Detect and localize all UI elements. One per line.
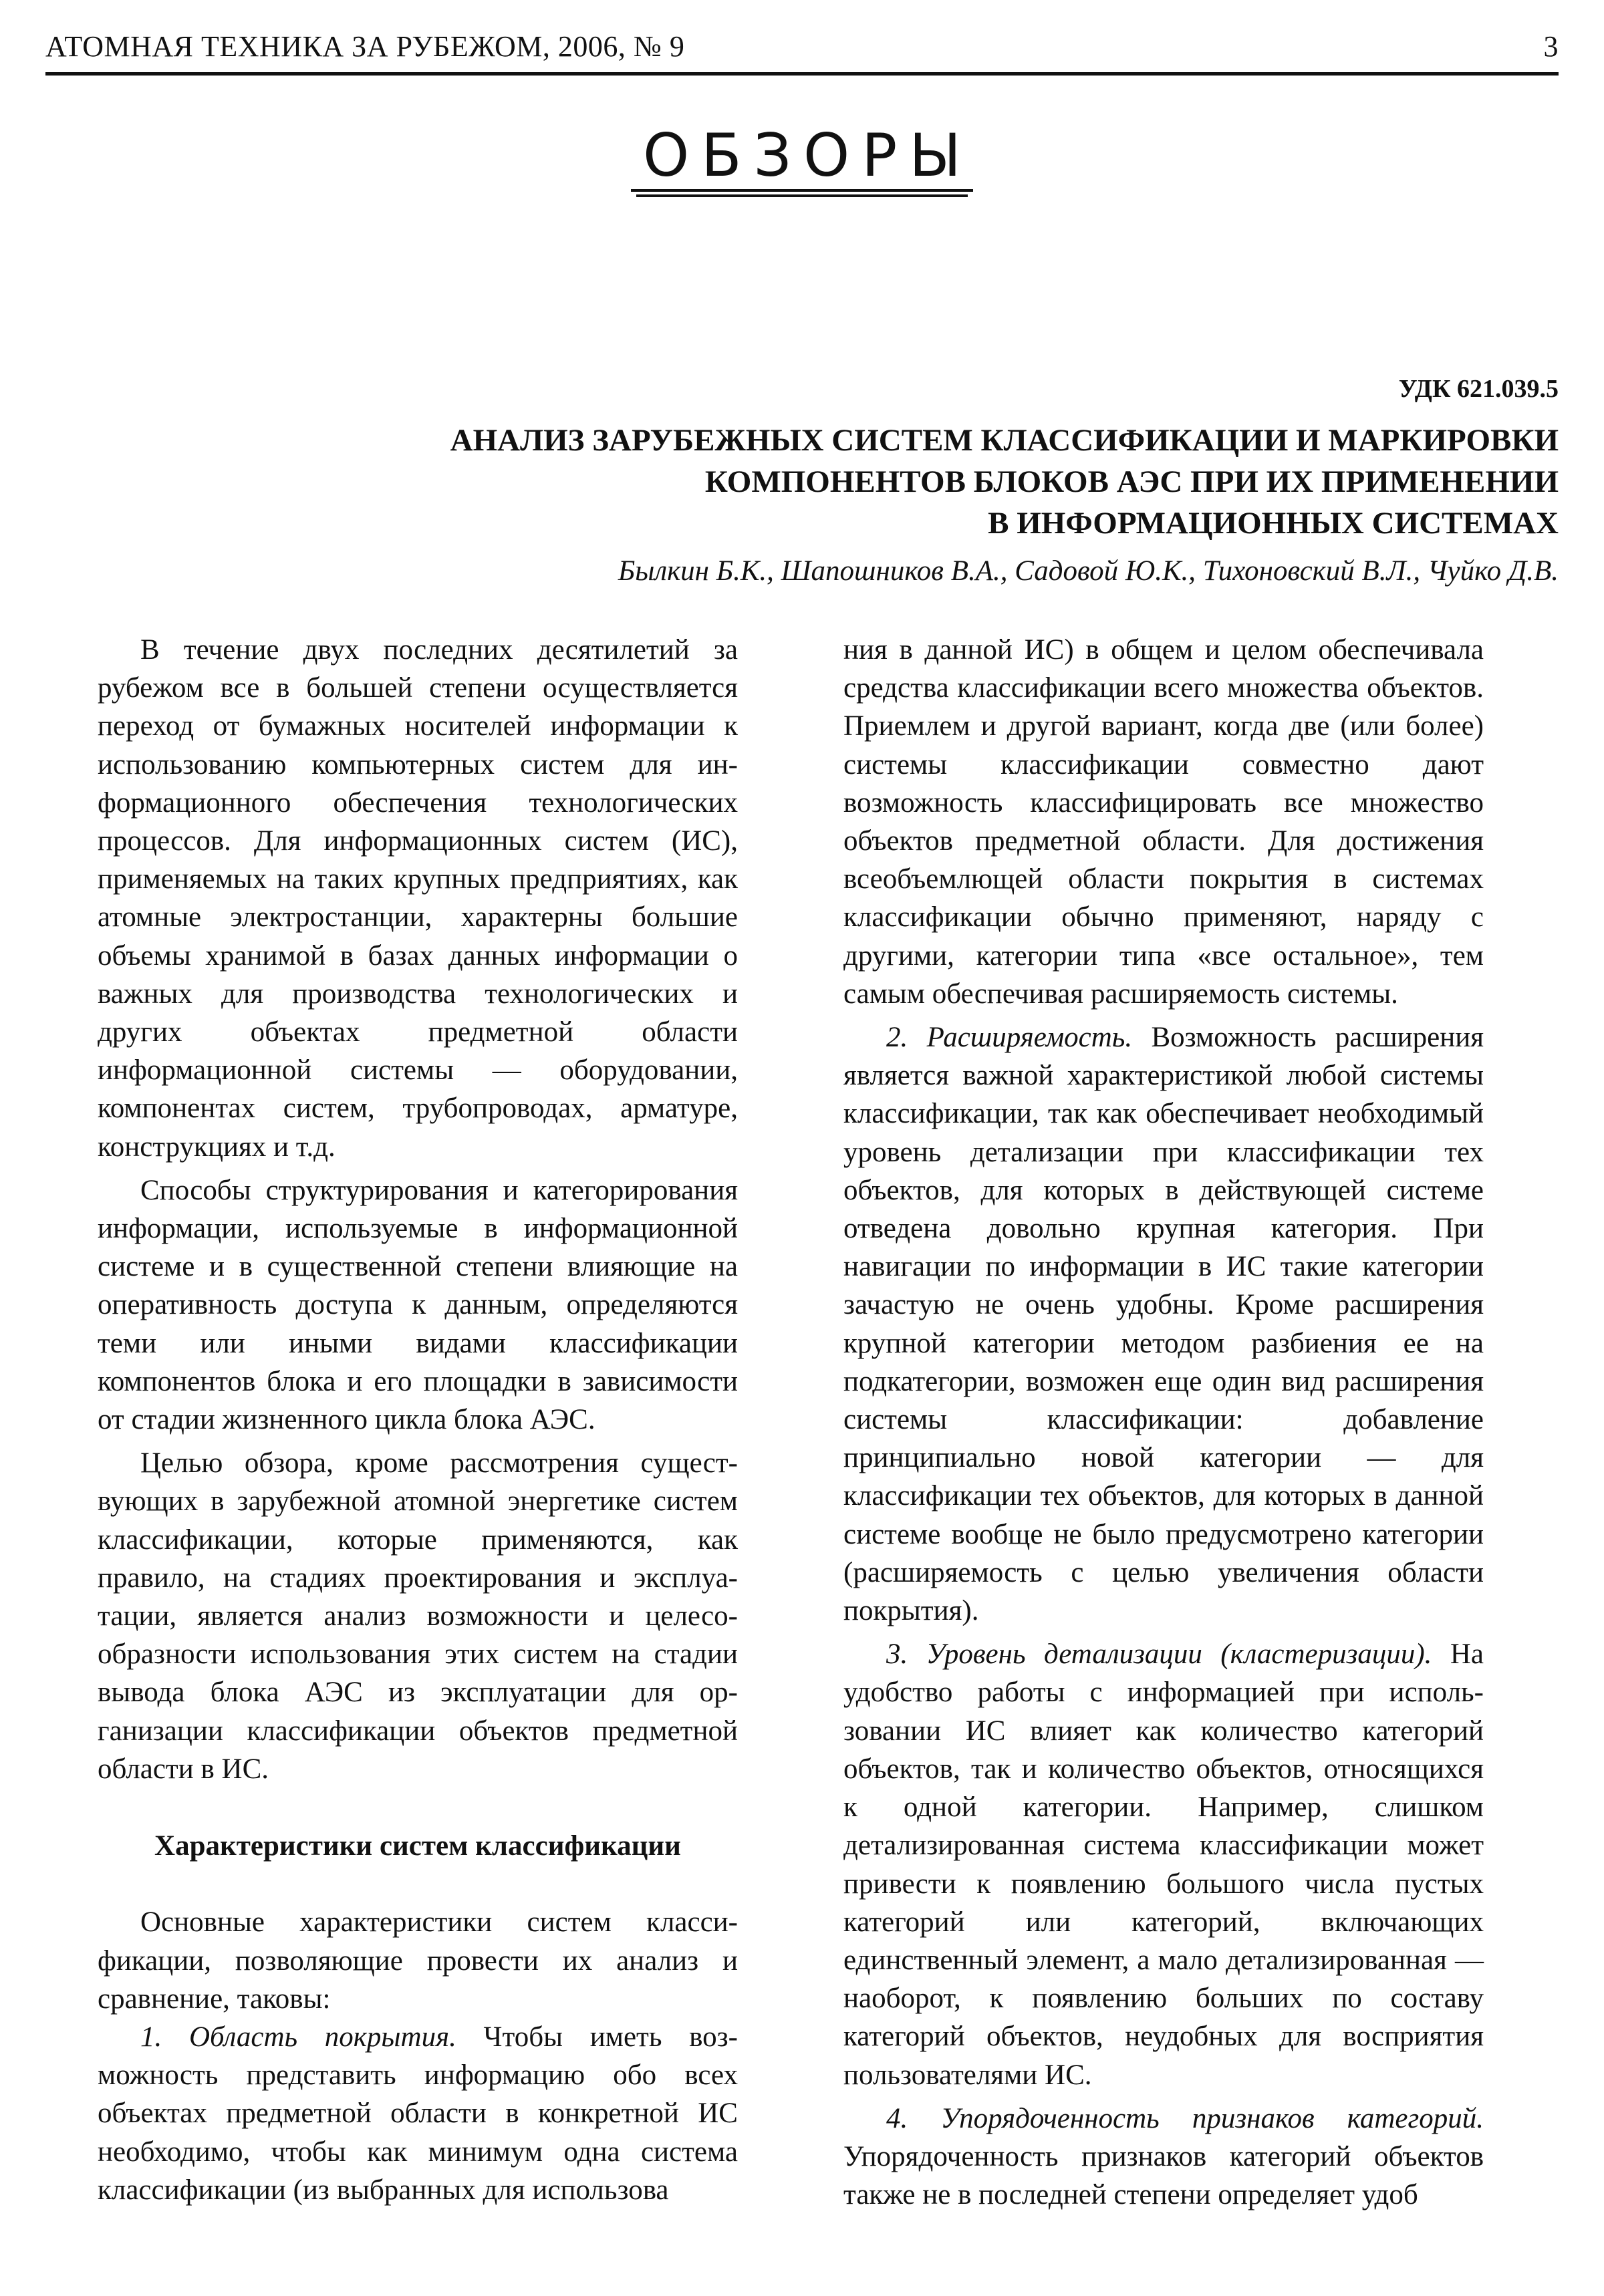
article-title (450, 420, 1559, 544)
left-column (98, 631, 738, 2209)
paragraph: В течение двух последних десятилетий за рубежом все в большей степени осуществляется переход от бумажных носителей информации к использованию компьютерных систем для информационного обеспечения технологических процессов. Для информационных систем (ИС), применяемых на таких крупных предприятиях, как атомные электростанции, характерны большие объемы хранимой в базах данных информации о важных для производства технологических и других объектах предметной области информационной системы — оборудовании, компонентах систем, трубопроводах, арматуре, конструкциях и т.д. (98, 634, 738, 1163)
running-header (45, 29, 1559, 63)
header-rule (45, 72, 1559, 76)
section-title (0, 122, 1604, 192)
list-item (843, 2100, 1484, 2214)
list-item (843, 1635, 1484, 2094)
article-title-line: В ИНФОРМАЦИОННЫХ СИСТЕМАХ (988, 506, 1559, 541)
paragraph: Способы структурирования и категорирования информации, используемые в информационной системе и в существенной степени влияющие на оперативность доступа к данным, определяются теми или иными видами классификации компонентов блока и его площадки в зависимости от стадии жизненного цикла блока АЭС. (98, 1174, 738, 1436)
right-column (843, 631, 1484, 2214)
list-item-label: 2. Расширяемость. (886, 1022, 1133, 1054)
list-item-text: Чтобы иметь возможность представить информацию обо всех объектах предметной области в конкретной ИС необходимо, чтобы как минимум одна система классификации (из выбранных для использова (98, 2021, 738, 2206)
page-number: 3 (1543, 30, 1559, 63)
article-title-line: АНАЛИЗ ЗАРУБЕЖНЫХ СИСТЕМ КЛАССИФИКАЦИИ И МАРКИРОВКИ (450, 423, 1559, 458)
list-item-label: 1. Область покрытия. (140, 2021, 456, 2053)
list-item-text: Возможность расширения является важной характеристикой любой системы классификации, так как обеспечивает необходимый уровень детализации при классификации тех объектов, для которых в действующей системе отведена довольно крупная категория. При навигации по информации в ИС такие категории зачастую не очень удобны. Кроме расширения крупной категории методом разбиения ее на подкатегории, возможен еще один вид расширения системы классификации: добавление принципиально новой категории — для классификации тех объектов, для которых в данной системе вообще не было предусмотрено категории (расширяемость с целью увеличения области покрытия). (843, 1022, 1484, 1627)
paragraph: ния в данной ИС) в общем и целом обеспечивала средства классификации всего множества объектов. Приемлем и другой вариант, когда две (или более) системы классификации совместно дают возможность классифицировать все множество объектов предметной области. Для достижения всеобъемлющей области покрытия в системах классификации обычно применяют, наряду с другими, категории типа «все остальное», тем самым обеспечивая расширяемость системы. (843, 634, 1484, 1010)
list-item-label: 3. Уровень детализации (кластеризации). (886, 1638, 1432, 1671)
section-subheading: Характеристики систем классификации (154, 1830, 681, 1862)
list-item (98, 2018, 738, 2209)
udc-code: УДК 621.039.5 (1398, 375, 1559, 403)
list-item-text: На удобство работы с информацией при использовании ИС влияет как количество категорий объектов, так и количество объектов, относящихся к одной категории. Например, слишком детализированная система классификации может привести к появлению большого числа пустых категорий или категорий, включающих единственный элемент, а мало детализированная — наоборот, к появлению больших по составу категорий объектов, неудобных для восприятия пользователями ИС. (843, 1638, 1484, 2091)
article-authors: Былкин Б.К., Шапошников В.А., Садовой Ю.К., Тихоновский В.Л., Чуйко Д.В. (618, 555, 1559, 587)
list-item-label: 4. Упорядоченность признаков категорий. (886, 2102, 1484, 2134)
journal-name: АТОМНАЯ ТЕХНИКА ЗА РУБЕЖОМ, 2006, № 9 (45, 30, 685, 63)
list-item-text: Упорядоченность признаков категорий объектов также не в последней степени определяет удоб (843, 2140, 1484, 2211)
paragraph: Целью обзора, кроме рассмотрения существующих в зарубежной атомной энергетике систем классификации, которые применяются, как правило, на стадиях проектирования и эксплуатации, является анализ возможности и целесообразности использования этих систем на стадии вывода блока АЭС из эксплуатации для организации классификации объектов предметной области в ИС. (98, 1447, 738, 1785)
article-title-line: КОМПОНЕНТОВ БЛОКОВ АЭС ПРИ ИХ ПРИМЕНЕНИИ (704, 464, 1559, 499)
list-item (843, 1018, 1484, 1630)
paragraph: Основные характеристики систем классификации, позволяющие провести их анализ и сравнение, таковы: (98, 1906, 738, 2015)
section-title-text: ОБЗОРЫ (631, 122, 973, 192)
